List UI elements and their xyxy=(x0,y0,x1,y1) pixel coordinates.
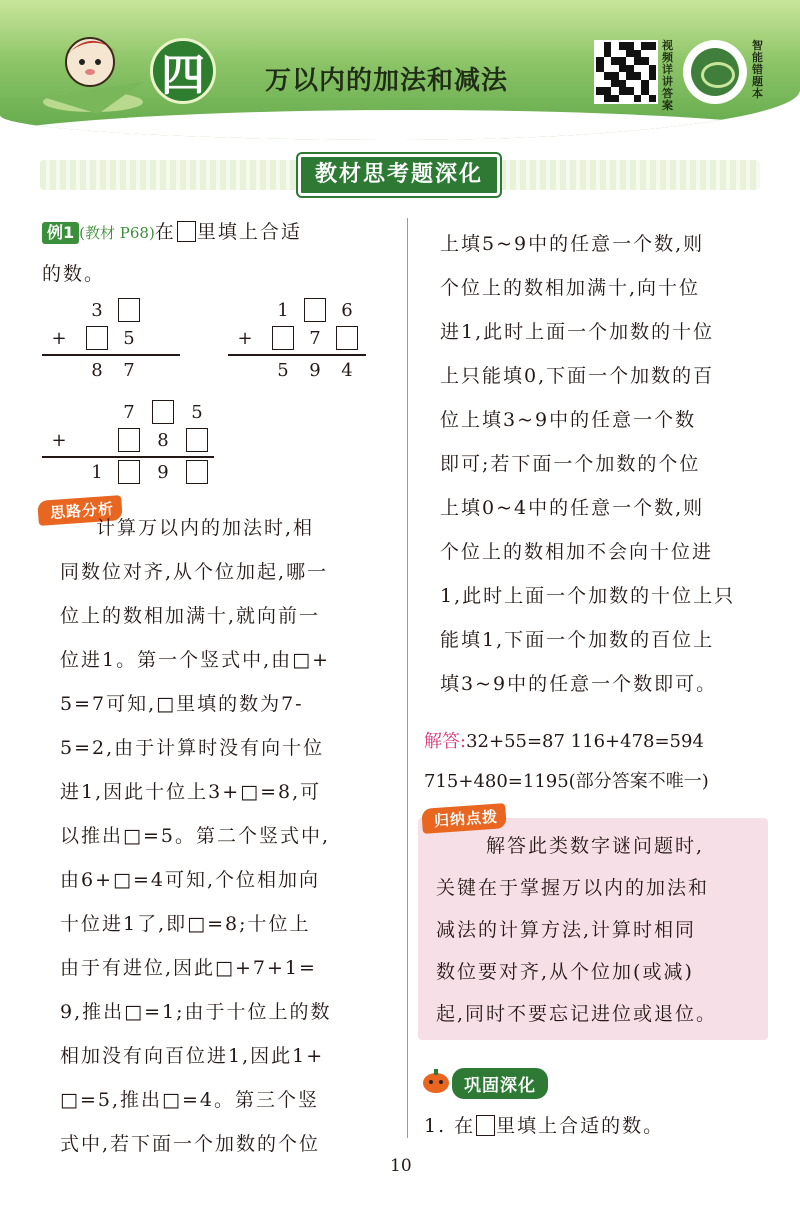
analysis-cont-line: 进1,此时上面一个加数的十位 xyxy=(440,321,715,343)
analysis-line: 式中,若下面一个加数的个位 xyxy=(60,1133,321,1155)
digit: 6 xyxy=(341,300,353,321)
example-ref: (教材 P68) xyxy=(79,224,155,242)
summary-line: 数位要对齐,从个位加(或减) xyxy=(436,961,694,983)
blank-box[interactable] xyxy=(336,326,358,350)
answer-line-1 xyxy=(424,730,704,754)
qr-code-video[interactable] xyxy=(594,40,658,104)
digit: 4 xyxy=(341,360,353,381)
plus-sign: + xyxy=(237,328,253,349)
qr-code-mistakes[interactable] xyxy=(683,40,747,104)
column-divider xyxy=(407,218,408,1138)
analysis-line: 位进1。第一个竖式中,由□+ xyxy=(60,649,331,671)
pumpkin-icon xyxy=(420,1064,452,1096)
question-1-text-a: 1. 在 xyxy=(424,1115,476,1137)
digit: 5 xyxy=(123,328,135,349)
digit: 8 xyxy=(91,360,103,381)
answer-text: 32+55=87 116+478=594 xyxy=(466,731,704,752)
qr-label-mistakes: 智能错题本 xyxy=(752,39,763,100)
page-number: 10 xyxy=(390,1156,412,1176)
analysis-cont-line: 能填1,下面一个加数的百位上 xyxy=(440,629,715,651)
blank-box[interactable] xyxy=(86,326,108,350)
digit: 7 xyxy=(309,328,321,349)
blank-box[interactable] xyxy=(304,298,326,322)
analysis-cont-line: 即可;若下面一个加数的个位 xyxy=(440,453,701,475)
digit: 9 xyxy=(157,462,169,483)
analysis-cont-line: 位上填3~9中的任意一个数 xyxy=(440,409,697,431)
analysis-line: □=5,推出□=4。第三个竖 xyxy=(60,1089,319,1111)
digit: 5 xyxy=(191,402,203,423)
vertical-problem-1 xyxy=(42,296,182,386)
analysis-cont-line: 个位上的数相加满十,向十位 xyxy=(440,277,701,299)
summary-line: 减法的计算方法,计算时相同 xyxy=(436,919,697,941)
plus-sign: + xyxy=(51,430,67,451)
digit: 7 xyxy=(123,360,135,381)
analysis-line: 5=7可知,□里填的数为7- xyxy=(60,693,304,715)
analysis-line: 进1,因此十位上3+□=8,可 xyxy=(60,781,322,803)
blank-box[interactable] xyxy=(186,460,208,484)
summary-line: 起,同时不要忘记进位或退位。 xyxy=(436,1003,718,1025)
consolidate-label: 巩固深化 xyxy=(452,1068,548,1099)
analysis-line: 9,推出□=1;由于十位上的数 xyxy=(60,1001,332,1023)
blank-box xyxy=(476,1115,495,1136)
analysis-line: 十位进1了,即□=8;十位上 xyxy=(60,913,311,935)
blank-box[interactable] xyxy=(118,298,140,322)
qr-label-video: 视频详讲答案 xyxy=(662,39,673,112)
digit: 5 xyxy=(277,360,289,381)
question-1-text-b: 里填上合适的数。 xyxy=(496,1115,665,1137)
prompt-text-a: 在 xyxy=(154,221,176,243)
analysis-line: 由6+□=4可知,个位相加向 xyxy=(60,869,321,891)
section-title: 教材思考题深化 xyxy=(298,154,500,196)
blank-box[interactable] xyxy=(118,428,140,452)
summary-line: 关键在于掌握万以内的加法和 xyxy=(436,877,710,899)
analysis-line: 相加没有向百位进1,因此1+ xyxy=(60,1045,325,1067)
analysis-line: 5=2,由于计算时没有向十位 xyxy=(60,737,325,759)
analysis-cont-line: 个位上的数相加不会向十位进 xyxy=(440,541,714,563)
summary-label: 归纳点拨 xyxy=(421,803,507,834)
blank-box[interactable] xyxy=(152,400,174,424)
digit: 1 xyxy=(277,300,289,321)
example-prompt xyxy=(42,220,302,245)
example-prompt-cont: 的数。 xyxy=(42,263,106,285)
analysis-cont-line: 1,此时上面一个加数的十位上只 xyxy=(440,585,736,607)
unit-title: 万以内的加法和减法 xyxy=(265,66,509,96)
digit: 1 xyxy=(91,462,103,483)
digit: 8 xyxy=(157,430,169,451)
prompt-text-b: 里填上合适 xyxy=(196,221,302,243)
analysis-cont-line: 填3~9中的任意一个数即可。 xyxy=(440,673,718,695)
summary-line: 解答此类数字谜问题时, xyxy=(486,835,705,857)
mascot-illustration xyxy=(38,22,148,117)
digit: 3 xyxy=(91,300,103,321)
digit: 7 xyxy=(123,402,135,423)
unit-number-badge xyxy=(150,38,216,104)
digit: 9 xyxy=(309,360,321,381)
vertical-problem-2 xyxy=(228,296,368,386)
blank-box[interactable] xyxy=(186,428,208,452)
vertical-problem-3 xyxy=(42,398,222,488)
example-tag: 例1 xyxy=(42,222,79,244)
unit-number: 四 xyxy=(161,50,205,101)
plus-sign: + xyxy=(51,328,67,349)
analysis-cont-line: 上只能填0,下面一个加数的百 xyxy=(440,365,715,387)
analysis-line: 计算万以内的加法时,相 xyxy=(96,517,315,539)
blank-box[interactable] xyxy=(118,460,140,484)
analysis-line: 以推出□=5。第二个竖式中, xyxy=(60,825,331,847)
analysis-line: 同数位对齐,从个位加起,哪一 xyxy=(60,561,329,583)
answer-heading: 解答: xyxy=(424,731,467,752)
blank-box xyxy=(177,221,196,242)
question-1 xyxy=(424,1114,664,1138)
analysis-line: 由于有进位,因此□+7+1= xyxy=(60,957,317,979)
analysis-label: 思路分析 xyxy=(37,495,123,526)
analysis-cont-line: 上填5~9中的任意一个数,则 xyxy=(440,233,705,255)
analysis-cont-line: 上填0~4中的任意一个数,则 xyxy=(440,497,705,519)
blank-box[interactable] xyxy=(272,326,294,350)
analysis-line: 位上的数相加满十,就向前一 xyxy=(60,605,321,627)
answer-line-2: 715+480=1195(部分答案不唯一) xyxy=(424,771,709,792)
